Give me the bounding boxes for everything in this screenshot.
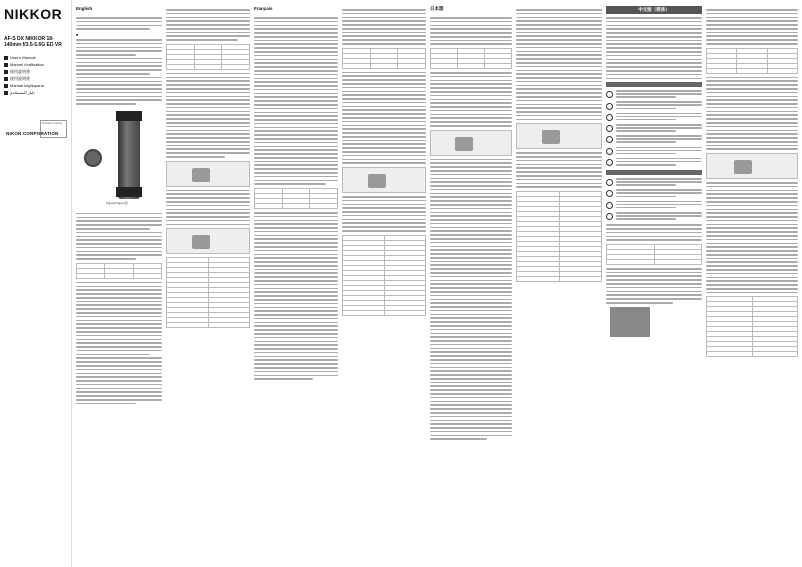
caution-icon bbox=[606, 190, 613, 197]
warning-icon bbox=[606, 114, 613, 121]
column-title: 中文版（简体） bbox=[606, 6, 702, 14]
chinese-illustration bbox=[706, 153, 798, 179]
warning-item bbox=[606, 90, 702, 99]
french-column-b bbox=[342, 6, 426, 561]
caution-item bbox=[606, 201, 702, 210]
figure-label: Figure/Figure/図 bbox=[106, 200, 128, 205]
lens-figure bbox=[76, 109, 162, 209]
warning-item bbox=[606, 124, 702, 133]
manual-language-list bbox=[4, 54, 67, 96]
french-focal-table bbox=[342, 48, 426, 69]
japanese-column-b bbox=[516, 6, 602, 561]
caution-item bbox=[606, 212, 702, 221]
list-item: 使用説明書 bbox=[4, 68, 67, 75]
list-item: Manual kayttopana bbox=[4, 82, 67, 89]
warning-item bbox=[606, 135, 702, 144]
corporation-name: NIKON CORPORATION bbox=[6, 131, 59, 136]
specifications-table bbox=[166, 257, 250, 328]
japanese-table bbox=[430, 48, 512, 69]
bullet-icon bbox=[4, 84, 8, 88]
product-name: AF-S DX NIKKOR 18-140mm f/3.5-5.6G ED VR bbox=[4, 36, 62, 48]
french-column-a bbox=[254, 6, 338, 561]
caution-item bbox=[606, 178, 702, 187]
recycling-illustration bbox=[610, 307, 650, 337]
bullet-icon bbox=[4, 91, 8, 95]
list-item: 使用説明書 bbox=[4, 75, 67, 82]
warning-icon bbox=[606, 125, 613, 132]
japanese-specifications-table bbox=[516, 191, 602, 282]
warning-icon bbox=[606, 148, 613, 155]
french-specifications-table bbox=[342, 235, 426, 316]
warning-icon bbox=[606, 91, 613, 98]
warning-icon bbox=[606, 159, 613, 166]
chinese-specifications-table bbox=[706, 296, 798, 357]
warning-banner bbox=[606, 82, 702, 87]
french-illustration bbox=[342, 167, 426, 193]
bullet-icon bbox=[4, 56, 8, 60]
japanese-illustration bbox=[430, 130, 512, 156]
english-column-a bbox=[76, 6, 162, 561]
caution-icon bbox=[606, 213, 613, 220]
warning-item bbox=[606, 101, 702, 110]
warning-item bbox=[606, 113, 702, 122]
warning-icon bbox=[606, 136, 613, 143]
japanese-column-a bbox=[430, 6, 512, 561]
chinese-parts-table bbox=[606, 244, 702, 265]
hood-illustration bbox=[166, 228, 250, 254]
warning-item bbox=[606, 147, 702, 156]
english-column-b bbox=[166, 6, 250, 561]
spec-table bbox=[76, 263, 162, 279]
bullet-icon bbox=[4, 77, 8, 81]
warning-icon bbox=[606, 103, 613, 110]
french-table bbox=[254, 188, 338, 209]
caution-item bbox=[606, 189, 702, 198]
lens-cap-image bbox=[84, 149, 102, 167]
caution-icon bbox=[606, 179, 613, 186]
list-item: دليل المستخدم bbox=[4, 89, 67, 96]
cover-panel bbox=[0, 0, 72, 567]
brand-logo: NIKKOR bbox=[4, 6, 63, 22]
column-title: 日本語 bbox=[430, 6, 444, 11]
column-title: English bbox=[76, 6, 93, 11]
caution-icon bbox=[606, 202, 613, 209]
column-title: Français bbox=[254, 6, 273, 11]
warning-item bbox=[606, 158, 702, 167]
focal-table bbox=[166, 44, 250, 70]
list-item: Manuel d'utilisation bbox=[4, 61, 67, 68]
list-item: User's Manual bbox=[4, 54, 67, 61]
chinese-column-b bbox=[706, 6, 798, 561]
section-heading: ■ bbox=[76, 32, 79, 37]
zoom-illustration bbox=[166, 161, 250, 187]
chinese-column-a bbox=[606, 6, 702, 561]
bullet-icon bbox=[4, 63, 8, 67]
japanese-illustration-b bbox=[516, 123, 602, 149]
chinese-focal-table bbox=[706, 48, 798, 74]
caution-banner bbox=[606, 170, 702, 175]
print-code-box: Printed in China bbox=[40, 120, 67, 138]
bullet-icon bbox=[4, 70, 8, 74]
